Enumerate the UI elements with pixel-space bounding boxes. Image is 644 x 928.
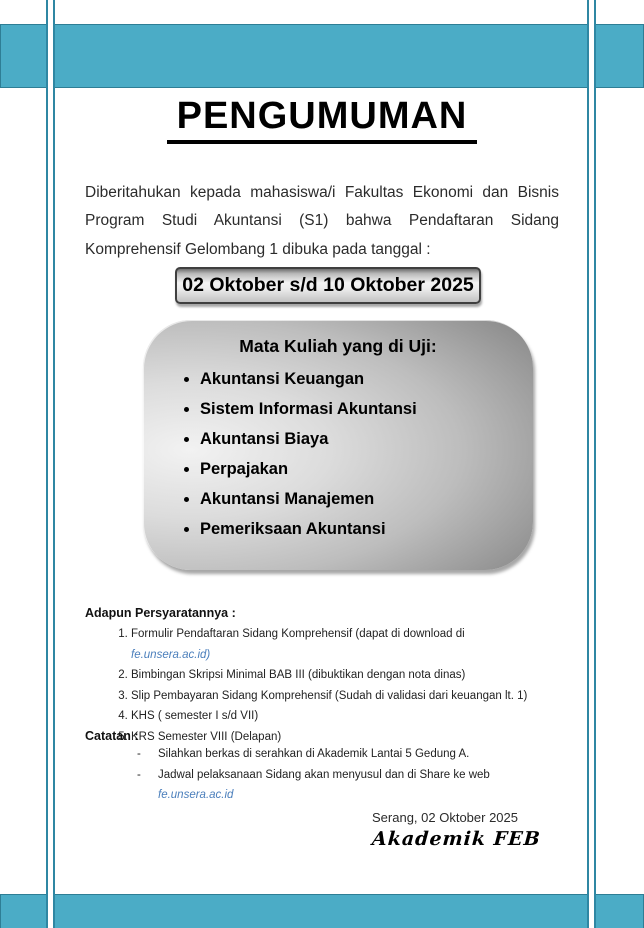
notes-list bbox=[85, 744, 545, 806]
requirement-text: Bimbingan Skripsi Minimal BAB III (dibuktikan dengan nota dinas) bbox=[131, 669, 466, 681]
exam-subjects-box bbox=[143, 320, 533, 570]
signature-place-date: Serang, 02 Oktober 2025 bbox=[372, 810, 518, 825]
note-text: Silahkan berkas di serahkan di Akademik Lantai 5 Gedung A. bbox=[158, 748, 470, 760]
requirement-item bbox=[131, 686, 545, 707]
requirement-item bbox=[131, 706, 545, 727]
exam-subject-item: • Akuntansi Manajemen bbox=[200, 490, 533, 509]
requirements-heading: Adapun Persyaratannya : bbox=[85, 606, 236, 620]
requirements-section bbox=[85, 624, 545, 747]
note-item bbox=[85, 744, 545, 765]
requirement-text: Formulir Pendaftaran Sidang Komprehensif (dapat di download di bbox=[131, 628, 465, 640]
requirement-item bbox=[131, 624, 545, 665]
notes-section bbox=[85, 744, 545, 806]
intro-paragraph: Diberitahukan kepada mahasiswa/i Fakultas Ekonomi dan Bisnis Program Studi Akuntansi (S1) bahwa Pendaftaran Sidang Komprehensif Gelombang 1 dibuka pada tanggal : bbox=[85, 183, 559, 258]
exam-subjects-list bbox=[143, 370, 533, 539]
exam-subjects-title: Mata Kuliah yang di Uji: bbox=[239, 336, 437, 356]
requirement-text: Slip Pembayaran Sidang Komprehensif (Sudah di validasi dari keuangan lt. 1) bbox=[131, 689, 528, 702]
note-item bbox=[85, 765, 545, 806]
requirement-text: KRS Semester VIII (Delapan) bbox=[131, 730, 282, 743]
page-title-text: PENGUMUMAN bbox=[167, 97, 478, 144]
exam-subject-item: • Sistem Informasi Akuntansi bbox=[200, 400, 533, 419]
exam-subject-item: • Perpajakan bbox=[200, 460, 533, 479]
exam-subject-item: • Akuntansi Keuangan bbox=[200, 370, 533, 389]
date-range-box bbox=[175, 267, 481, 304]
requirement-text: KHS ( semester I s/d VII) bbox=[131, 710, 259, 722]
exam-subject-item: • Akuntansi Biaya bbox=[200, 430, 533, 449]
exam-subject-item: • Pemeriksaan Akuntansi bbox=[200, 520, 533, 539]
date-range-label: 02 Oktober s/d 10 Oktober 2025 bbox=[182, 274, 474, 296]
signature-signer: Akademik FEB bbox=[371, 828, 542, 850]
page-title bbox=[0, 97, 644, 144]
requirement-link[interactable]: fe.unsera.ac.id) bbox=[131, 648, 211, 661]
requirements-list bbox=[85, 624, 545, 747]
requirement-item bbox=[131, 665, 545, 686]
note-link[interactable]: fe.unsera.ac.id bbox=[158, 789, 234, 801]
note-text: Jadwal pelaksanaan Sidang akan menyusul dan di Share ke web bbox=[158, 768, 490, 781]
notes-heading: Catatan : bbox=[85, 729, 139, 743]
